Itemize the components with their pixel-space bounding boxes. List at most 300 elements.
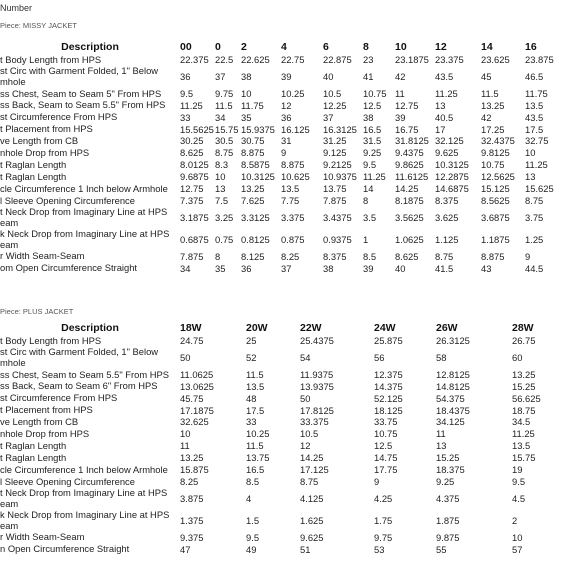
row-value: 14.8125 [436, 380, 470, 392]
row-value: 33.75 [374, 416, 398, 428]
row-value: 8.5 [363, 250, 377, 262]
row-value: 33 [246, 416, 257, 428]
row-value [360, 488, 374, 510]
row-value: 17.5 [246, 404, 265, 416]
missy-header-size: 12 [435, 41, 447, 53]
row-value: 12.2875 [435, 171, 469, 183]
page-heading: Number [0, 3, 33, 13]
table-row [0, 544, 580, 556]
row-value [496, 381, 512, 393]
row-value: 9.5 [363, 159, 377, 171]
row-value: 7.75 [281, 194, 300, 206]
plus-header-size: 28W [512, 322, 534, 334]
row-value: 10.3125 [435, 159, 469, 171]
table-row [0, 195, 580, 207]
row-value: 13 [215, 183, 226, 194]
plus-header-description: Description [61, 322, 119, 334]
table-row [0, 464, 580, 476]
row-value: 11.5 [481, 87, 499, 99]
row-value: 25.875 [374, 335, 403, 346]
row-value: 56.625 [512, 392, 541, 404]
row-value: 38 [323, 262, 334, 274]
row-value: 8.625 [395, 250, 419, 262]
missy-header-size: 14 [481, 41, 493, 53]
row-value: 44.5 [525, 262, 544, 274]
row-value: 1.125 [435, 233, 459, 245]
missy-header-size: 10 [395, 41, 407, 53]
row-value [234, 369, 246, 381]
table-row [0, 147, 580, 159]
row-value: 4.5 [512, 492, 526, 504]
row-value [234, 544, 246, 556]
row-value: 0.75 [215, 233, 234, 245]
row-value: 12 [300, 440, 311, 452]
row-value: 9.875 [436, 531, 460, 543]
row-value: 16.3125 [323, 123, 357, 135]
row-value: 10.5 [300, 428, 319, 440]
row-value: 8.1875 [395, 194, 424, 206]
row-value: 31.5 [363, 135, 382, 147]
row-value: 10.3125 [241, 171, 275, 183]
row-value: 4.375 [436, 492, 460, 504]
row-value: 9.8625 [395, 159, 424, 171]
row-value: 15.9375 [241, 123, 275, 135]
row-value: 8.5875 [241, 159, 270, 171]
row-value: 13 [525, 171, 536, 183]
row-value: 43.5 [435, 70, 454, 82]
table-row [0, 532, 580, 544]
row-value: 36 [180, 70, 191, 82]
table-row [0, 452, 580, 464]
row-value: 32.4375 [481, 135, 515, 147]
row-value: 39 [281, 70, 292, 82]
row-value: 45 [481, 70, 492, 82]
row-value: 14 [363, 183, 374, 194]
row-value: 8.5 [246, 475, 260, 487]
table-row [0, 251, 580, 263]
row-value [360, 532, 374, 544]
table-row [0, 335, 580, 347]
row-value: 7.875 [180, 250, 204, 262]
row-value [496, 393, 512, 405]
row-value: 1.5 [246, 514, 260, 526]
table-row [0, 476, 580, 488]
row-value: 13.25 [180, 452, 204, 464]
row-value [234, 428, 246, 440]
row-value: 13.5 [525, 99, 544, 111]
row-value [234, 416, 246, 428]
row-value: 13.5 [281, 183, 300, 194]
row-value [234, 476, 246, 488]
row-value: 7.875 [323, 194, 347, 206]
row-value: 8 [363, 194, 369, 206]
row-value: 22.5 [215, 54, 234, 65]
missy-section-label: Piece: MISSY JACKET [0, 21, 77, 30]
row-value [496, 532, 512, 544]
row-value: 47 [180, 543, 191, 555]
row-description: r Width Seam-Seam [0, 250, 85, 262]
table-row [0, 183, 580, 195]
row-value: 9.125 [323, 147, 347, 159]
table-row [0, 207, 580, 229]
row-value: 16.125 [281, 123, 310, 135]
table-row [0, 171, 580, 183]
row-description: t Raglan Length [0, 440, 67, 451]
row-value: 15.75 [215, 123, 239, 135]
row-value: 10.75 [363, 87, 387, 99]
row-value: 31 [281, 135, 292, 147]
table-row [0, 66, 580, 88]
row-description: l Sleeve Opening Circumference [0, 475, 135, 487]
row-value: 15.625 [525, 183, 554, 194]
row-value: 9.8125 [481, 147, 510, 159]
row-value: 7.375 [180, 194, 204, 206]
row-value: 23.875 [525, 54, 554, 65]
row-value: 43.5 [525, 111, 544, 123]
row-value: 12.75 [395, 99, 419, 111]
plus-header-size [234, 321, 246, 335]
row-value: 45.75 [180, 392, 204, 404]
row-value: 11.25 [512, 428, 535, 440]
row-value: 8 [215, 250, 221, 262]
row-value: 1.25 [525, 233, 544, 245]
row-value: 10.75 [374, 428, 398, 440]
row-value: 41.5 [435, 262, 454, 274]
row-value: 1.1875 [481, 233, 510, 245]
row-value: 3.25 [215, 211, 234, 223]
row-value [234, 464, 246, 476]
row-value: 10.25 [246, 428, 270, 440]
missy-size-table [0, 40, 580, 275]
row-value: 12.5 [374, 440, 393, 452]
row-value: 9.375 [180, 531, 204, 543]
row-value [360, 452, 374, 464]
row-value [234, 488, 246, 510]
row-value: 23.375 [435, 54, 464, 65]
row-value [360, 416, 374, 428]
row-value: 11.25 [525, 159, 548, 171]
row-description: n Open Circumference Straight [0, 543, 130, 555]
row-value: 41 [363, 70, 374, 82]
row-value: 13.5 [512, 440, 531, 452]
row-value: 18.4375 [436, 404, 470, 416]
plus-header-size: 26W [436, 322, 458, 334]
row-value: 11.75 [241, 99, 264, 111]
row-value: 7.625 [241, 194, 265, 206]
table-row [0, 440, 580, 452]
row-value: 30.5 [215, 135, 234, 147]
row-description: l Sleeve Opening Circumference [0, 194, 135, 206]
row-value: 10 [215, 171, 226, 183]
table-row [0, 112, 580, 124]
row-description: nhole Drop from HPS [0, 428, 90, 440]
row-value [360, 476, 374, 488]
missy-header-size: 0 [215, 41, 221, 53]
row-description: st Circumference From HPS [0, 111, 118, 123]
table-row [0, 135, 580, 147]
row-value: 12.8125 [436, 368, 470, 380]
row-value: 58 [436, 351, 447, 363]
row-value [496, 488, 512, 510]
row-value: 34.125 [436, 416, 465, 428]
row-value: 57 [512, 543, 523, 555]
row-description: t Neck Drop from Imaginary Line at HPS eam [0, 487, 168, 509]
row-value [234, 393, 246, 405]
row-value: 22.75 [281, 54, 305, 65]
plus-header-size: 20W [246, 322, 268, 334]
row-value: 9.625 [435, 147, 459, 159]
row-value: 10.625 [281, 171, 310, 183]
table-row [0, 159, 580, 171]
row-value: 35 [241, 111, 252, 123]
row-value: 9.25 [436, 475, 455, 487]
row-value: 13.25 [241, 183, 265, 194]
row-value: 9.6875 [180, 171, 209, 183]
row-value: 0.9375 [323, 233, 352, 245]
row-value: 1.75 [374, 514, 393, 526]
row-description: t Neck Drop from Imaginary Line at HPS eam [0, 206, 168, 228]
row-value: 37 [215, 70, 226, 82]
row-value: 14.25 [395, 183, 419, 194]
row-value: 10.25 [281, 87, 305, 99]
row-value: 1.875 [436, 514, 460, 526]
row-value: 8.875 [281, 159, 305, 171]
missy-header-size: 00 [180, 41, 192, 53]
row-value: 22.875 [323, 54, 352, 65]
row-value: 9 [525, 250, 531, 262]
row-value [496, 464, 512, 476]
row-value: 1 [363, 233, 369, 245]
row-value: 52 [246, 351, 257, 363]
row-value [496, 405, 512, 417]
row-value: 37 [281, 262, 292, 274]
row-value: 9.25 [363, 147, 382, 159]
row-value: 30.75 [241, 135, 265, 147]
row-value: 4 [246, 492, 252, 504]
missy-header-size: 4 [281, 41, 287, 53]
row-value: 32.75 [525, 135, 549, 147]
row-value: 13.0625 [180, 380, 214, 392]
table-row [0, 229, 580, 251]
table-row [0, 347, 580, 369]
row-value: 8.625 [180, 147, 204, 159]
row-description: cle Circumference 1 Inch below Armhole [0, 464, 168, 475]
plus-size-table [0, 321, 580, 556]
row-value: 13.25 [512, 368, 536, 380]
row-description: t Body Length from HPS [0, 335, 102, 346]
row-value: 12.375 [374, 368, 403, 380]
row-value [234, 405, 246, 417]
table-row [0, 369, 580, 381]
row-value: 1.625 [300, 514, 324, 526]
row-value: 25 [246, 335, 257, 346]
row-value: 9.75 [374, 531, 393, 543]
row-value [496, 347, 512, 369]
row-value: 3.5 [363, 211, 377, 223]
row-value: 9.4375 [395, 147, 424, 159]
row-description: ss Chest, Seam to Seam 5.5" From HPS [0, 368, 170, 380]
row-value [360, 510, 374, 532]
row-description: ve Length from CB [0, 135, 79, 147]
row-description: ve Length from CB [0, 416, 79, 428]
row-value: 3.3125 [241, 211, 270, 223]
plus-section-label: Piece: PLUS JACKET [0, 307, 74, 316]
row-value [360, 544, 374, 556]
row-value: 34.5 [512, 416, 531, 428]
row-value: 8.75 [300, 475, 319, 487]
row-value: 48 [246, 392, 257, 404]
row-description: t Raglan Length [0, 171, 67, 182]
row-value: 16.75 [395, 123, 419, 135]
table-row [0, 488, 580, 510]
row-value: 9.5 [246, 531, 260, 543]
row-value: 9.75 [215, 87, 234, 99]
row-value: 36 [241, 262, 252, 274]
table-row [0, 428, 580, 440]
row-value: 26.3125 [436, 335, 470, 346]
row-value: 18.125 [374, 404, 403, 416]
row-value: 3.375 [281, 211, 305, 223]
row-value: 1.375 [180, 514, 204, 526]
row-value: 19 [512, 464, 523, 475]
row-value: 4.125 [300, 492, 324, 504]
table-row [0, 124, 580, 136]
row-description: cle Circumference 1 Inch below Armhole [0, 183, 168, 194]
row-value: 50 [300, 392, 311, 404]
row-value: 9 [281, 147, 287, 159]
missy-header-size: 2 [241, 41, 247, 53]
row-value: 15.25 [436, 452, 460, 464]
row-value: 40 [323, 70, 334, 82]
row-value: 11 [436, 428, 446, 440]
row-value: 34 [180, 262, 191, 274]
row-value [234, 335, 246, 347]
row-value: 13 [435, 99, 446, 111]
row-value: 12.5625 [481, 171, 515, 183]
row-value: 9.5 [180, 87, 194, 99]
row-value: 13 [436, 440, 447, 452]
row-value: 15.875 [180, 464, 209, 475]
row-value: 8.75 [525, 194, 544, 206]
row-value: 33.375 [300, 416, 329, 428]
row-description: om Open Circumference Straight [0, 262, 138, 274]
row-value: 0.875 [281, 233, 305, 245]
row-value: 39 [395, 111, 406, 123]
row-value [360, 464, 374, 476]
row-value: 9.5 [512, 475, 526, 487]
row-value: 14.75 [374, 452, 398, 464]
row-value: 23.1875 [395, 54, 429, 65]
row-value: 51 [300, 543, 311, 555]
row-value [360, 369, 374, 381]
row-description: st Circumference From HPS [0, 392, 118, 404]
row-value: 38 [363, 111, 374, 123]
row-value [496, 369, 512, 381]
row-value [360, 381, 374, 393]
row-value: 4.25 [374, 492, 393, 504]
row-value: 60 [512, 351, 523, 363]
row-value: 55 [436, 543, 447, 555]
row-value: 15.25 [512, 380, 536, 392]
row-description: ss Back, Seam to Seam 5.5" From HPS [0, 99, 166, 111]
row-value: 8.875 [241, 147, 265, 159]
row-value: 10 [180, 428, 191, 440]
row-description: k Neck Drop from Imaginary Line at HPS eam [0, 228, 170, 250]
row-value: 0.8125 [241, 233, 270, 245]
row-value: 54 [300, 351, 311, 363]
row-value [360, 440, 374, 452]
row-description: st Circ with Garment Folded, 1" Below mhole [0, 346, 159, 368]
row-value: 8.75 [215, 147, 234, 159]
row-value: 23 [363, 54, 374, 65]
row-value [496, 416, 512, 428]
row-value: 38 [241, 70, 252, 82]
row-value: 3.1875 [180, 211, 209, 223]
row-value: 8.125 [241, 250, 265, 262]
row-value [360, 393, 374, 405]
row-value: 25.4375 [300, 335, 334, 346]
row-value: 42 [395, 70, 406, 82]
row-value: 18.75 [512, 404, 536, 416]
row-value: 3.75 [525, 211, 544, 223]
row-description: ss Back, Seam to Seam 6" From HPS [0, 380, 158, 392]
row-value: 13.5 [246, 380, 265, 392]
row-value [496, 335, 512, 347]
row-value: 35 [215, 262, 226, 274]
table-row [0, 510, 580, 532]
table-row [0, 381, 580, 393]
row-value: 10.75 [481, 159, 505, 171]
row-description: nhole Drop from HPS [0, 147, 90, 159]
row-value: 22.375 [180, 54, 209, 65]
row-value: 17.75 [374, 464, 398, 475]
table-row [0, 405, 580, 417]
row-value: 16.5 [246, 464, 265, 475]
row-value: 9.625 [300, 531, 324, 543]
missy-header-size: 6 [323, 41, 329, 53]
row-value: 11.9375 [300, 368, 334, 380]
missy-header-size: 8 [363, 41, 369, 53]
row-value [496, 452, 512, 464]
row-value: 12.5 [363, 99, 382, 111]
row-value: 9.2125 [323, 159, 352, 171]
row-value: 53 [374, 543, 385, 555]
row-value: 24.75 [180, 335, 204, 346]
row-value: 10.9375 [323, 171, 357, 183]
row-value: 10 [525, 147, 536, 159]
row-value: 14.6875 [435, 183, 469, 194]
row-description: t Placement from HPS [0, 404, 93, 416]
row-value [496, 544, 512, 556]
row-value [234, 532, 246, 544]
row-value [234, 440, 246, 452]
row-value: 37 [323, 111, 334, 123]
row-value: 7.5 [215, 194, 229, 206]
row-value [496, 476, 512, 488]
row-value: 0.6875 [180, 233, 209, 245]
row-value: 34 [215, 111, 226, 123]
row-value: 10 [512, 531, 523, 543]
row-value [360, 405, 374, 417]
row-value: 15.75 [512, 452, 536, 464]
row-value: 13.9375 [300, 380, 334, 392]
row-value: 17.125 [300, 464, 329, 475]
row-description: t Placement from HPS [0, 123, 93, 135]
row-value [360, 428, 374, 440]
row-value: 15.5625 [180, 123, 214, 135]
row-value: 13.75 [323, 183, 347, 194]
missy-header-description: Description [61, 41, 119, 53]
